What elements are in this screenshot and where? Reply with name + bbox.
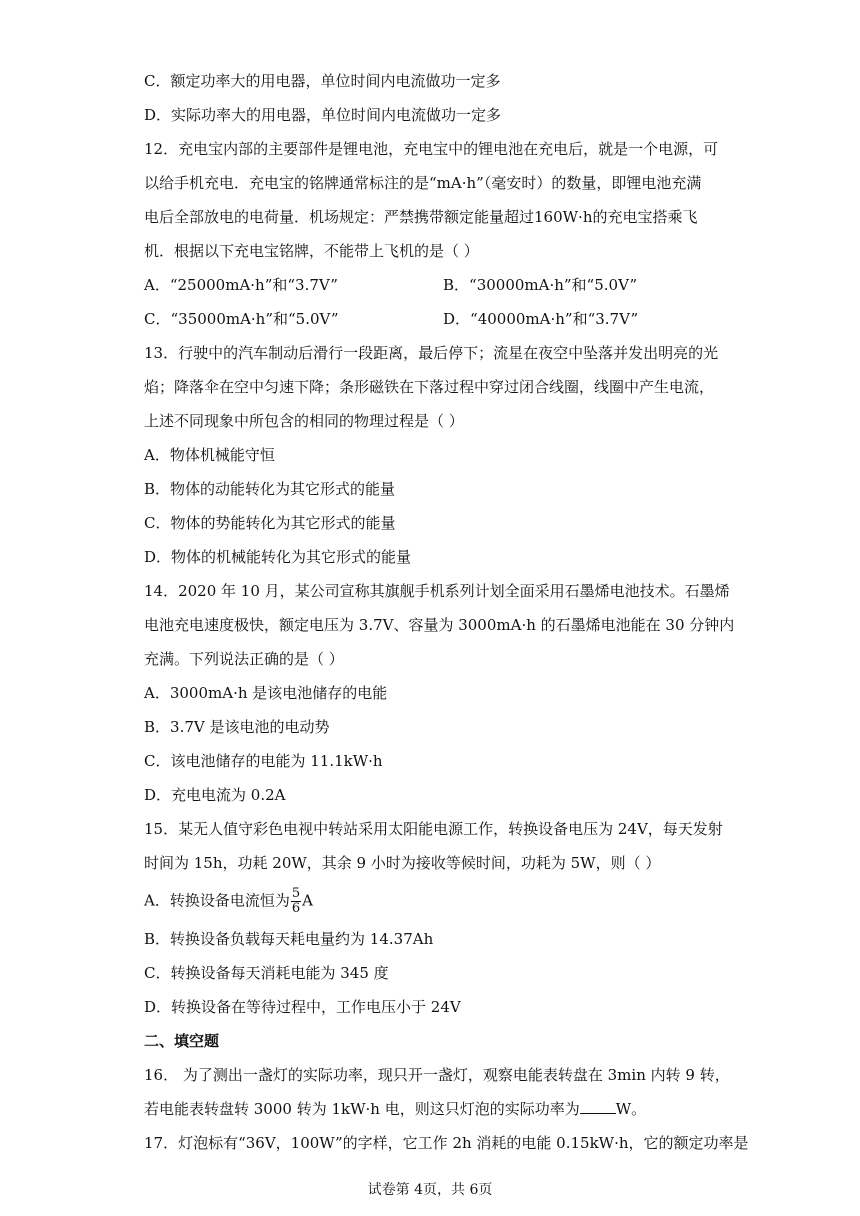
page-footer: 试卷第 4页，共 6页	[367, 1182, 493, 1198]
answer-blank[interactable]	[580, 1099, 616, 1114]
q14-option-d: D．充电电流为 0.2A	[144, 786, 286, 804]
q13-option-c: C．物体的势能转化为其它形式的能量	[144, 514, 396, 532]
q14-option-c: C．该电池储存的电能为 11.1kW·h	[144, 752, 383, 770]
q11-option-d: D．实际功率大的用电器，单位时间内电流做功一定多	[144, 106, 502, 124]
fraction-denominator: 6	[291, 901, 301, 916]
q13-option-d: D．物体的机械能转化为其它形式的能量	[144, 548, 412, 566]
q12-option-d: D．“40000mA·h”和“3.7V”	[443, 310, 639, 328]
q13-stem-line2: 焰；降落伞在空中匀速下降；条形磁铁在下落过程中穿过闭合线圈，线圈中产生电流，	[144, 378, 715, 396]
q15-option-a	[144, 887, 313, 916]
q16-stem-line2	[144, 1099, 646, 1119]
q14-stem-line2: 电池充电速度极快，额定电压为 3.7V、容量为 3000mA·h 的石墨烯电池能在 30 分钟内	[144, 616, 735, 634]
q15-option-a-text: A．转换设备电流恒为	[144, 891, 290, 910]
q11-option-c: C．额定功率大的用电器，单位时间内电流做功一定多	[144, 72, 501, 90]
q12-stem-line2: 以给手机充电．充电宝的铭牌通常标注的是“mA·h”（毫安时）的数量，即锂电池充满	[144, 174, 702, 192]
q13-option-b: B．物体的动能转化为其它形式的能量	[144, 480, 396, 498]
q12-stem-line4: 机．根据以下充电宝铭牌，不能带上飞机的是（ ）	[144, 242, 479, 260]
q12-stem-line1: 12．充电宝内部的主要部件是锂电池，充电宝中的锂电池在充电后，就是一个电源，可	[144, 140, 719, 158]
q16-text-before-blank: 若电能表转盘转 3000 转为 1kW·h 电，则这只灯泡的实际功率为	[144, 1100, 580, 1118]
q12-option-a: A．“25000mA·h”和“3.7V”	[144, 276, 338, 294]
q13-stem-line3: 上述不同现象中所包含的相同的物理过程是（ ）	[144, 412, 464, 430]
q15-stem-line2: 时间为 15h，功耗 20W，其余 9 小时为接收等候时间，功耗为 5W，则（ ）	[144, 854, 661, 872]
q12-option-c: C．“35000mA·h”和“5.0V”	[144, 310, 339, 328]
q16-stem-line1: 16． 为了测出一盏灯的实际功率，现只开一盏灯，观察电能表转盘在 3min 内转 9 转，	[144, 1066, 730, 1084]
q15-option-b: B．转换设备负载每天耗电量约为 14.37Ah	[144, 930, 434, 948]
q17-stem-line1: 17．灯泡标有“36V，100W”的字样，它工作 2h 消耗的电能 0.15kW·h，它的额定功率是	[144, 1134, 749, 1152]
q16-text-after-blank: W。	[615, 1100, 647, 1118]
q14-option-b: B．3.7V 是该电池的电动势	[144, 718, 330, 736]
q13-option-a: A．物体机械能守恒	[144, 446, 275, 464]
section-heading: 二、填空题	[144, 1032, 220, 1050]
fraction	[291, 887, 301, 916]
q15-stem-line1: 15．某无人值守彩色电视中转站采用太阳能电源工作，转换设备电压为 24V，每天发射	[144, 820, 723, 838]
q15-option-a-unit: A	[302, 891, 313, 910]
q14-option-a: A．3000mA·h 是该电池储存的电能	[144, 684, 388, 702]
q14-stem-line3: 充满。下列说法正确的是（ ）	[144, 650, 344, 668]
q12-stem-line3: 电后全部放电的电荷量．机场规定：严禁携带额定能量超过160W·h的充电宝搭乘飞	[144, 208, 698, 226]
q12-option-b: B．“30000mA·h”和“5.0V”	[443, 276, 638, 294]
fraction-numerator: 5	[291, 886, 301, 901]
q15-option-d: D．转换设备在等待过程中，工作电压小于 24V	[144, 998, 461, 1016]
q15-option-c: C．转换设备每天消耗电能为 345 度	[144, 964, 389, 982]
q14-stem-line1: 14．2020 年 10 月，某公司宣称其旗舰手机系列计划全面采用石墨烯电池技术。石墨烯	[144, 582, 730, 600]
q13-stem-line1: 13．行驶中的汽车制动后滑行一段距离，最后停下；流星在夜空中坠落并发出明亮的光	[144, 344, 719, 362]
